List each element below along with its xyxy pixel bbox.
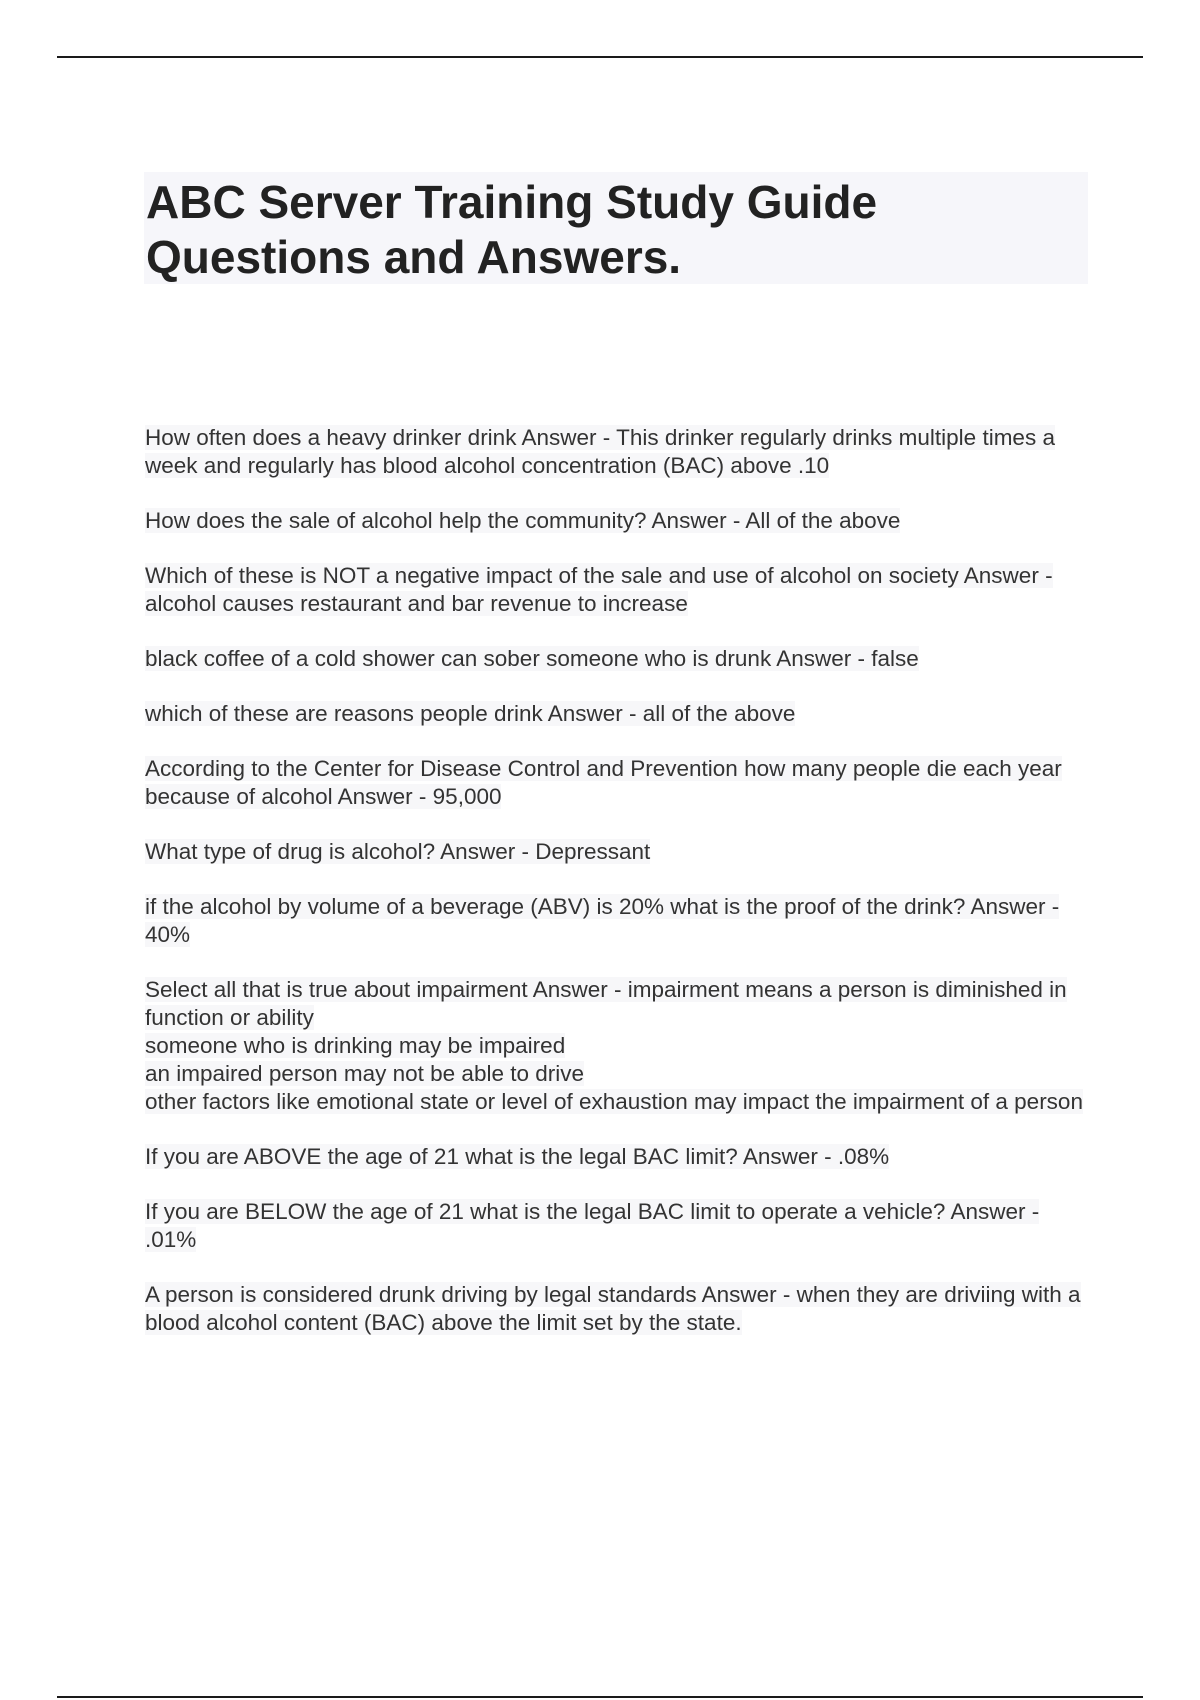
qa-item xyxy=(145,1281,1095,1337)
qa-item xyxy=(145,838,1095,866)
qa-list xyxy=(145,424,1095,1364)
qa-text: What type of drug is alcohol? Answer - Depressant xyxy=(145,839,651,864)
qa-item xyxy=(145,645,1095,673)
top-rule xyxy=(57,56,1143,58)
qa-text: Which of these is NOT a negative impact of the sale and use of alcohol on society Answer - alcohol causes restaurant and bar revenue to increase xyxy=(145,563,1053,616)
qa-text: if the alcohol by volume of a beverage (ABV) is 20% what is the proof of the drink? Answer - 40% xyxy=(145,894,1060,947)
qa-text: Select all that is true about impairment Answer - impairment means a person is diminished in function or ability someone who is drinking may be impaired an impaired person may not be able to drive other factors like emotional state or level of exhaustion may impact the impairment of a person xyxy=(145,977,1083,1114)
qa-text: black coffee of a cold shower can sober someone who is drunk Answer - false xyxy=(145,646,919,671)
bottom-rule xyxy=(57,1696,1143,1698)
qa-text: If you are ABOVE the age of 21 what is the legal BAC limit? Answer - .08% xyxy=(145,1144,890,1169)
qa-item xyxy=(145,893,1095,949)
qa-item xyxy=(145,1198,1095,1254)
qa-item xyxy=(145,562,1095,618)
qa-item xyxy=(145,424,1095,480)
qa-item xyxy=(145,507,1095,535)
qa-item xyxy=(145,755,1095,811)
qa-text: According to the Center for Disease Control and Prevention how many people die each year because of alcohol Answer - 95,000 xyxy=(145,756,1062,809)
qa-text: which of these are reasons people drink Answer - all of the above xyxy=(145,701,796,726)
qa-text: A person is considered drunk driving by legal standards Answer - when they are driviing with a blood alcohol content (BAC) above the limit set by the state. xyxy=(145,1282,1081,1335)
qa-text: How often does a heavy drinker drink Answer - This drinker regularly drinks multiple times a week and regularly has blood alcohol concentration (BAC) above .10 xyxy=(145,425,1055,478)
qa-text: If you are BELOW the age of 21 what is the legal BAC limit to operate a vehicle? Answer - .01% xyxy=(145,1199,1040,1252)
qa-item xyxy=(145,700,1095,728)
qa-text: How does the sale of alcohol help the community? Answer - All of the above xyxy=(145,508,901,533)
qa-item xyxy=(145,1143,1095,1171)
page-title: ABC Server Training Study Guide Questions and Answers. xyxy=(146,176,878,283)
qa-item xyxy=(145,976,1095,1116)
